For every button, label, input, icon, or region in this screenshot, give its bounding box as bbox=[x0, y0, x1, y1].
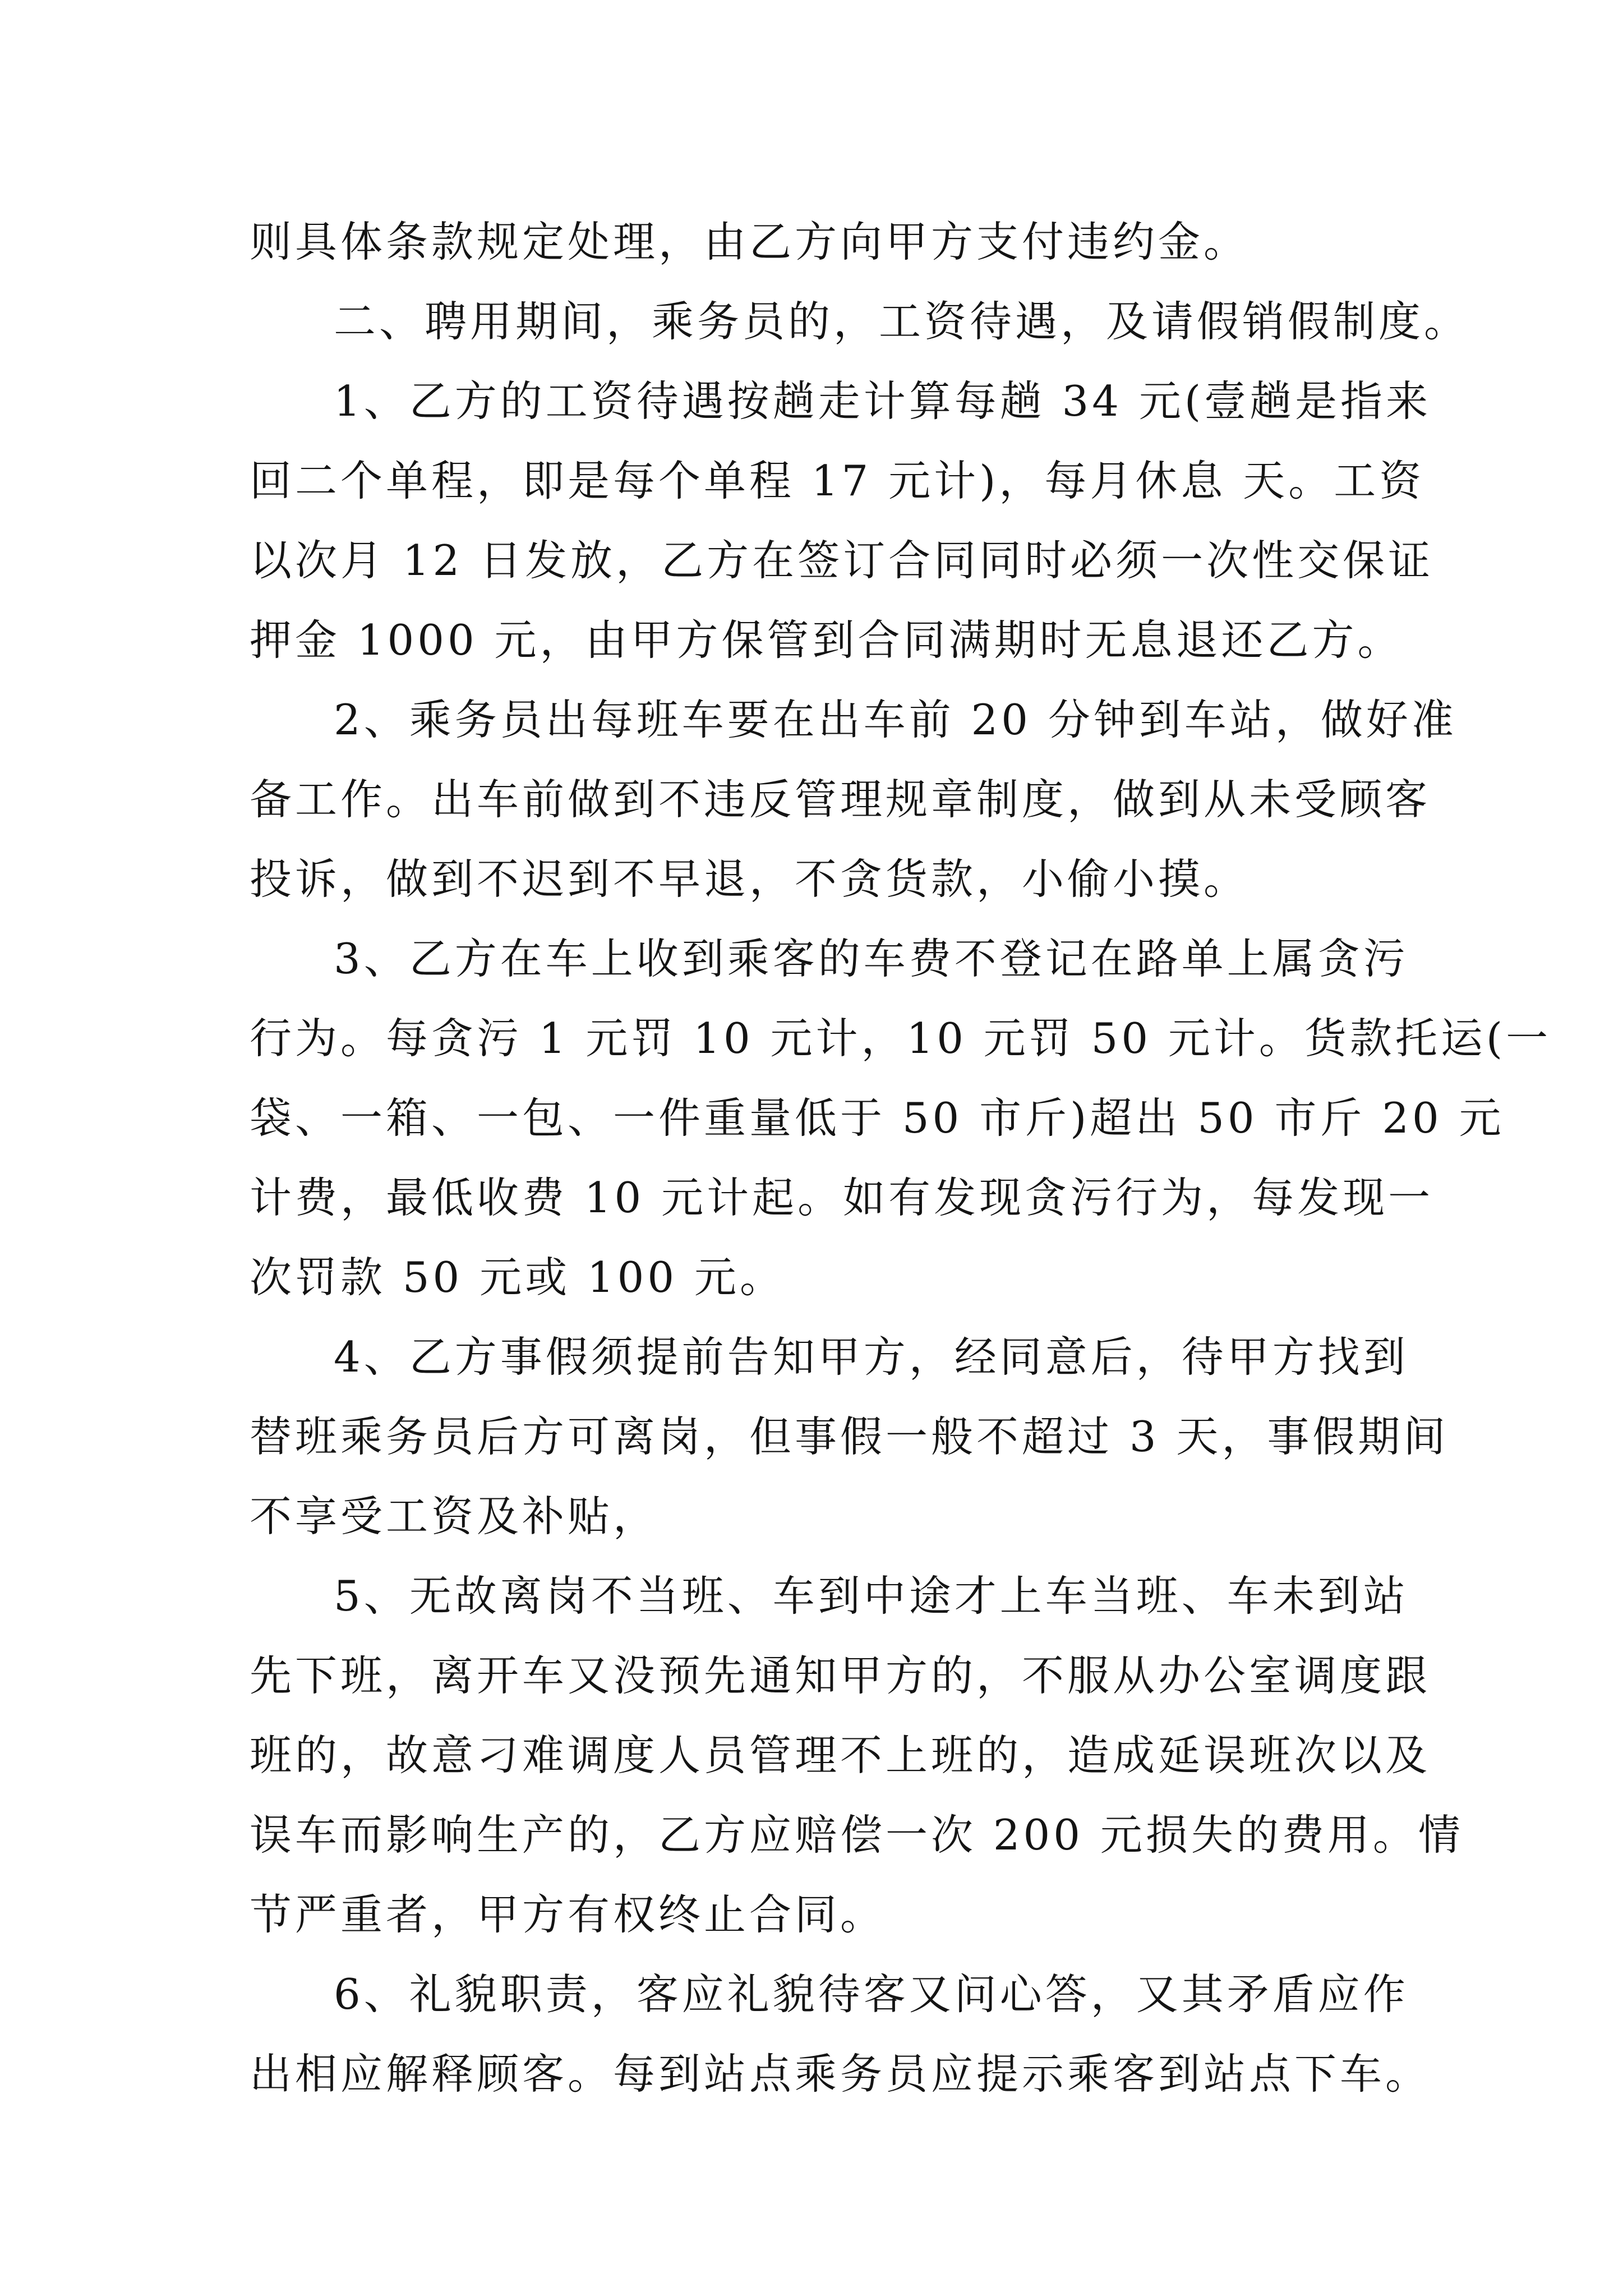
clause-5-line: 节严重者，甲方有权终止合同。 bbox=[250, 1890, 886, 1939]
clause-2-line: 2、乘务员出每班车要在出车前 20 分钟到车站，做好准 bbox=[334, 695, 1457, 744]
clause-4-line: 4、乙方事假须提前告知甲方，经同意后，待甲方找到 bbox=[334, 1332, 1409, 1382]
clause-6-line: 出相应解释顾客。每到站点乘务员应提示乘客到站点下车。 bbox=[250, 2049, 1431, 2099]
clause-3-line: 3、乙方在车上收到乘客的车费不登记在路单上属贪污 bbox=[334, 934, 1409, 983]
clause-4-line: 不享受工资及补贴， bbox=[250, 1492, 659, 1541]
clause-6-line: 6、礼貌职责，客应礼貌待客又问心答，又其矛盾应作 bbox=[334, 1970, 1409, 2019]
clause-5-line: 班的，故意刁难调度人员管理不上班的，造成延误班次以及 bbox=[250, 1731, 1431, 1780]
clause-4-line: 替班乘务员后方可离岗，但事假一般不超过 3 天，事假期间 bbox=[250, 1412, 1449, 1461]
clause-3-line: 行为。每贪污 1 元罚 10 元计，10 元罚 50 元计。货款托运(一 bbox=[250, 1014, 1552, 1063]
clause-5-line: 误车而影响生产的，乙方应赔偿一次 200 元损失的费用。情 bbox=[250, 1810, 1464, 1860]
clause-1-line: 押金 1000 元，由甲方保管到合同满期时无息退还乙方。 bbox=[250, 615, 1403, 665]
clause-2-line: 备工作。出车前做到不违反管理规章制度，做到从未受顾客 bbox=[250, 775, 1431, 824]
clause-5-line: 先下班，离开车又没预先通知甲方的，不服从办公室调度跟 bbox=[250, 1651, 1431, 1700]
text-line: 则具体条款规定处理，由乙方向甲方支付违约金。 bbox=[250, 217, 1249, 266]
clause-1-line: 回二个单程，即是每个单程 17 元计)，每月休息 天。工资 bbox=[250, 456, 1425, 505]
clause-1-line: 1、乙方的工资待遇按趟走计算每趟 34 元(壹趟是指来 bbox=[334, 376, 1432, 426]
clause-5-line: 5、无故离岗不当班、车到中途才上车当班、车未到站 bbox=[334, 1571, 1409, 1621]
clause-1-line: 以次月 12 日发放，乙方在签订合同同时必须一次性交保证 bbox=[250, 536, 1434, 585]
clause-3-line: 次罚款 50 元或 100 元。 bbox=[250, 1253, 785, 1302]
document-body bbox=[250, 202, 1552, 2114]
clause-2-line: 投诉，做到不迟到不早退，不贪货款，小偷小摸。 bbox=[250, 854, 1249, 904]
clause-3-line: 袋、一箱、一包、一件重量低于 50 市斤)超出 50 市斤 20 元 bbox=[250, 1093, 1505, 1143]
clause-3-line: 计费，最低收费 10 元计起。如有发现贪污行为，每发现一 bbox=[250, 1173, 1434, 1222]
section-heading: 二、聘用期间，乘务员的，工资待遇，及请假销假制度。 bbox=[334, 297, 1470, 346]
